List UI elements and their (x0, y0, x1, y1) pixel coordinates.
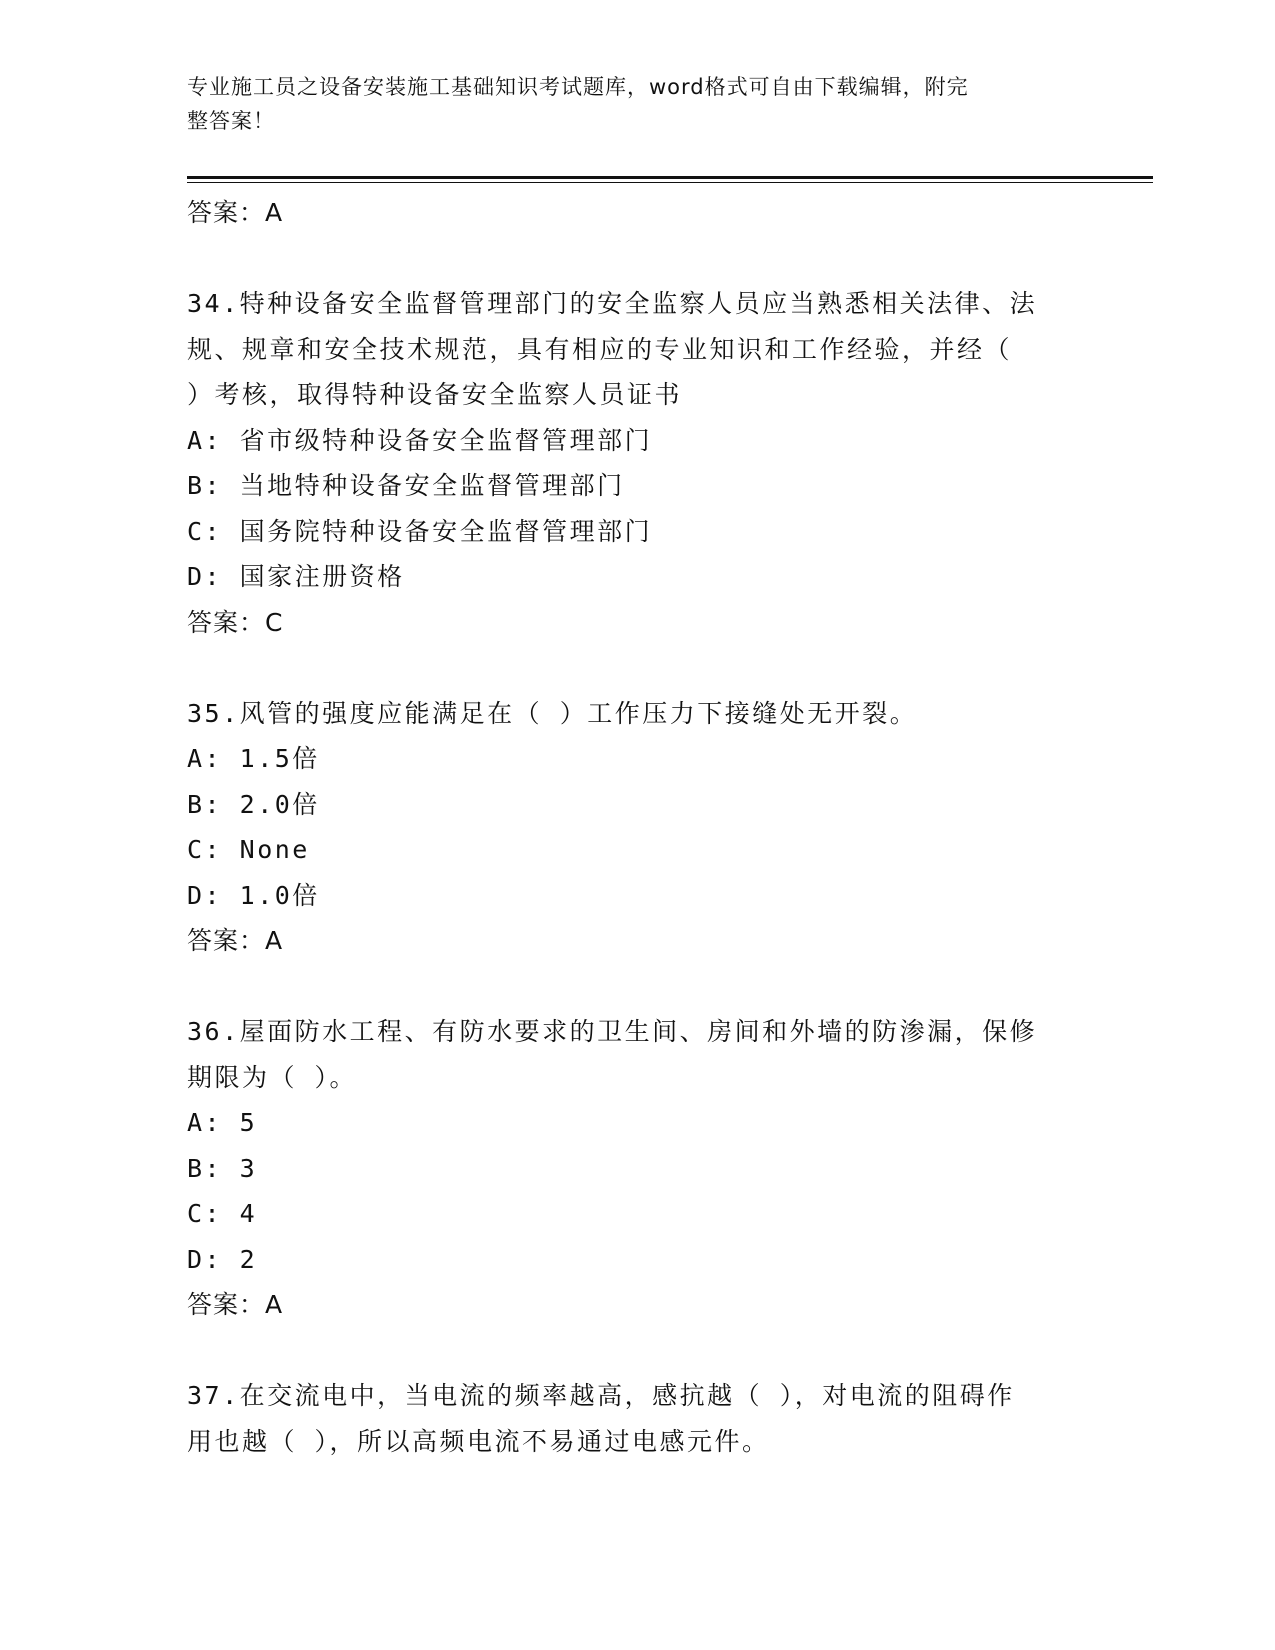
header-line-1: 专业施工员之设备安装施工基础知识考试题库，word格式可自由下载编辑，附完 (187, 75, 969, 99)
question-text: 37.在交流电中，当电流的频率越高，感抗越（ ），对电流的阻碍作 (187, 1381, 1015, 1410)
option-c: C: 国务院特种设备安全监督管理部门 (187, 516, 653, 546)
option-a: A: 1.5倍 (187, 744, 320, 773)
question-text: 期限为（ ）。 (187, 1062, 358, 1092)
option-b: B: 2.0倍 (187, 789, 320, 819)
header-divider-thick (187, 176, 1153, 179)
header-line-2: 整答案！ (187, 109, 275, 133)
question-34 (187, 281, 1087, 645)
question-text: ）考核，取得特种设备安全监察人员证书 (187, 380, 683, 409)
option-c: C: None (187, 835, 310, 864)
option-d: D: 1.0倍 (187, 880, 320, 910)
question-text: 36.屋面防水工程、有防水要求的卫生间、房间和外墙的防渗漏，保修 (187, 1017, 1038, 1046)
spacer (187, 645, 1087, 691)
question-36 (187, 1009, 1087, 1328)
option-c: C: 4 (187, 1199, 258, 1228)
spacer (187, 1328, 1087, 1374)
option-b: B: 3 (187, 1153, 258, 1183)
spacer (187, 236, 1087, 282)
option-b: B: 当地特种设备安全监督管理部门 (187, 471, 625, 500)
header-divider-thin (187, 182, 1153, 183)
option-d: D: 国家注册资格 (187, 562, 405, 591)
answer-line: 答案：A (187, 1290, 284, 1319)
question-37 (187, 1373, 1087, 1464)
document-body (187, 190, 1087, 1464)
question-text: 用也越（ ），所以高频电流不易通过电感元件。 (187, 1426, 770, 1456)
spacer (187, 964, 1087, 1010)
question-text: 34.特种设备安全监督管理部门的安全监察人员应当熟悉相关法律、法 (187, 289, 1038, 318)
option-a: A: 省市级特种设备安全监督管理部门 (187, 425, 653, 455)
answer-line: 答案：A (187, 926, 284, 955)
document-header (187, 70, 1087, 138)
question-text: 规、规章和安全技术规范，具有相应的专业知识和工作经验，并经（ (187, 334, 1013, 364)
option-a: A: 5 (187, 1108, 258, 1137)
answer-line: 答案：A (187, 198, 284, 227)
question-text: 35.风管的强度应能满足在（ ）工作压力下接缝处无开裂。 (187, 698, 918, 728)
option-d: D: 2 (187, 1244, 258, 1274)
answer-line: 答案：C (187, 607, 284, 637)
question-35 (187, 691, 1087, 964)
